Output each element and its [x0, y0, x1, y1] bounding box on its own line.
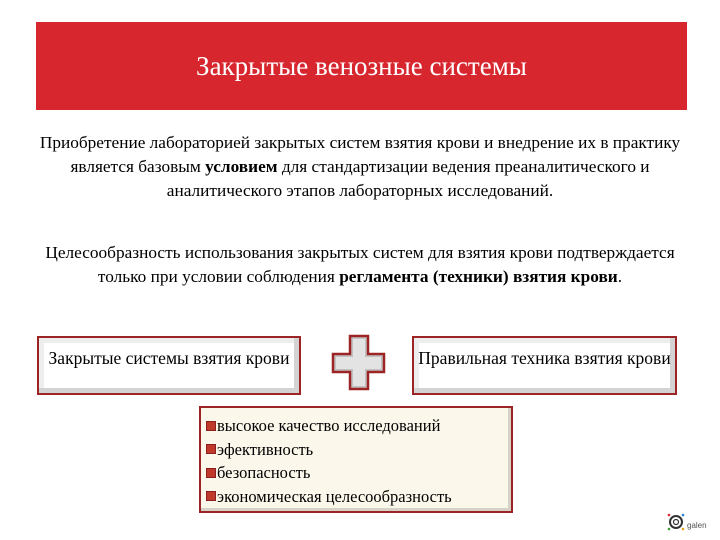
title-banner — [36, 22, 687, 110]
square-bullet-icon — [206, 468, 216, 478]
benefit-label: экономическая целесообразность — [217, 486, 452, 506]
paragraph-acquisition — [30, 131, 690, 203]
galen-logo-icon — [666, 512, 686, 532]
square-bullet-icon — [206, 491, 216, 501]
list-item — [206, 414, 511, 438]
galen-logo — [666, 512, 707, 532]
paragraph-acquisition-bold: условием — [205, 157, 278, 176]
paragraph-acquisition-text-1: Приобретение лабораторией закрытых систем взятия крови и внедрение их в практику является базовым — [39, 133, 681, 176]
list-item — [206, 438, 511, 462]
correct-technique-box — [412, 336, 677, 395]
benefit-label: высокое качество исследований — [217, 416, 441, 435]
plus-icon — [331, 334, 386, 391]
paragraph-expediency-text-2: . — [617, 267, 623, 286]
closed-systems-label: Закрытые системы взятия крови — [48, 348, 290, 368]
benefits-list — [199, 406, 513, 513]
paragraph-expediency-text-1: Целесообразность использования закрытых систем для взятия крови подтверждается только при условии соблюдения — [45, 243, 675, 286]
slide-title: Закрытые венозные системы — [196, 50, 527, 81]
list-item — [206, 461, 511, 485]
closed-systems-box — [37, 336, 301, 395]
benefit-label: эфективность — [217, 439, 314, 459]
paragraph-expediency — [40, 241, 680, 289]
paragraph-expediency-bold: регламента (техники) взятия крови — [339, 267, 618, 286]
benefit-label: безопасность — [217, 463, 311, 482]
galen-logo-text: galen — [687, 520, 707, 530]
square-bullet-icon — [206, 421, 216, 431]
square-bullet-icon — [206, 444, 216, 454]
paragraph-acquisition-text-2: для стандартизации ведения преаналитического и аналитического этапов лабораторных исследований. — [166, 157, 650, 200]
list-item — [206, 485, 511, 509]
correct-technique-label: Правильная техника взятия крови — [418, 348, 671, 368]
